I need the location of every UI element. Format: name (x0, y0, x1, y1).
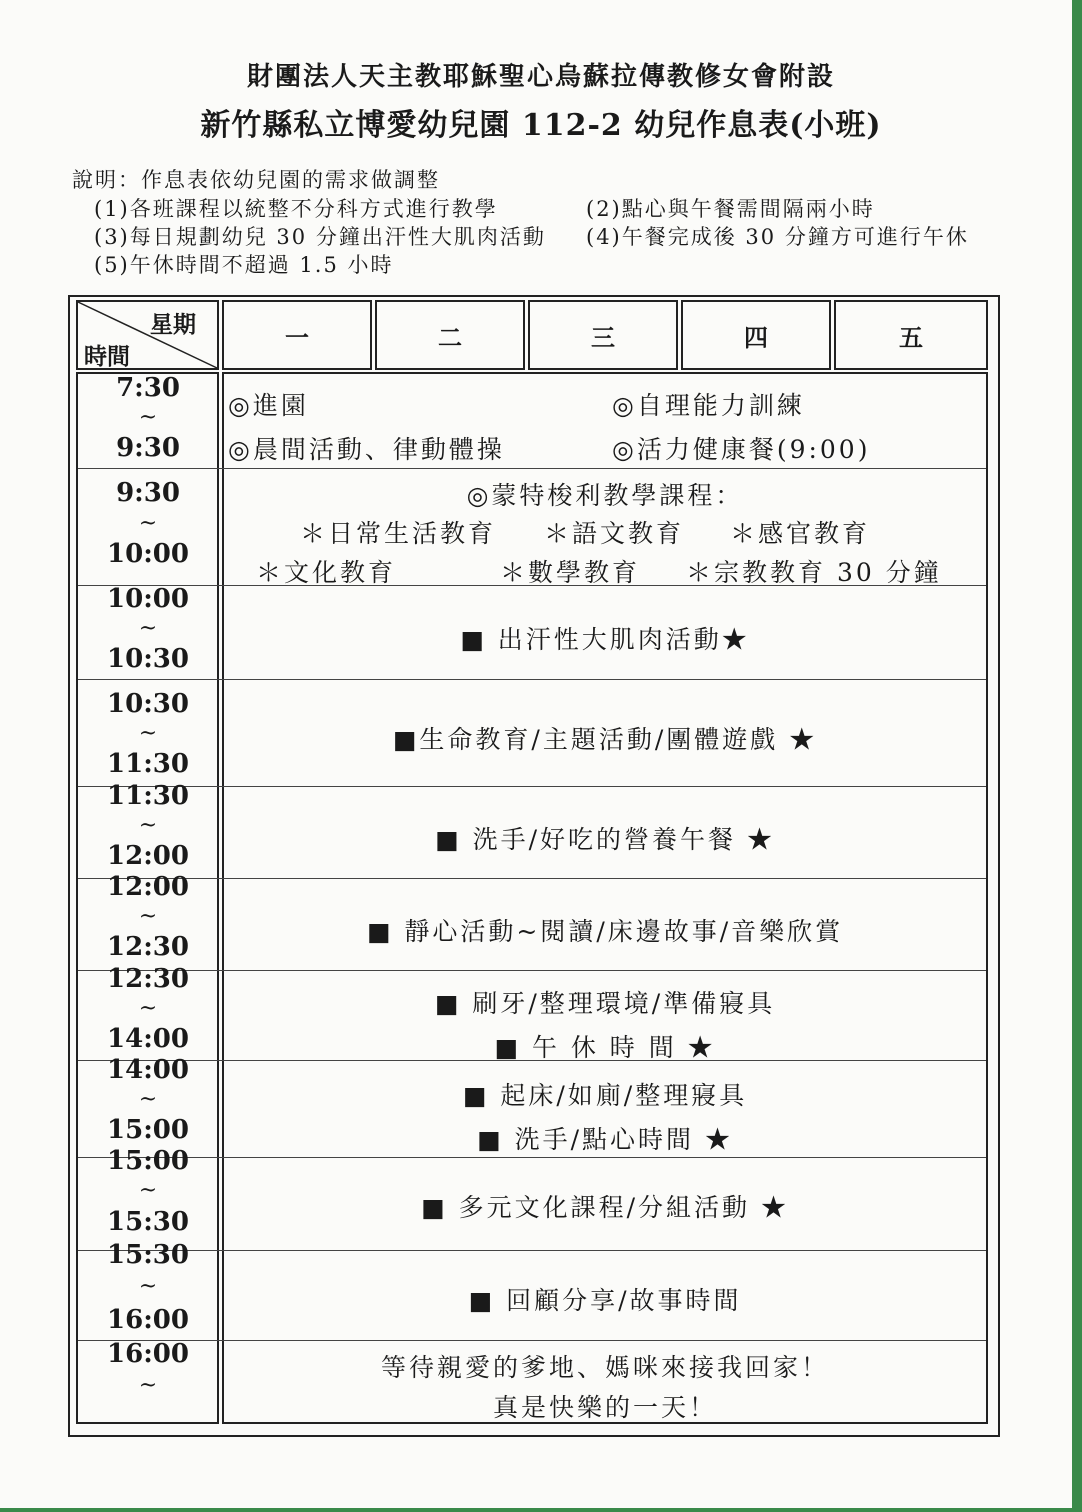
activity-arrival: ◎進園 (228, 391, 309, 420)
time-end: 14:00 (107, 1024, 189, 1054)
activity-snack: ■ 洗手/點心時間 ★ (477, 1125, 733, 1154)
time-end: 15:30 (107, 1207, 189, 1237)
activity-montessori-title: ◎蒙特梭利教學課程： (466, 481, 744, 510)
time-tilde: ~ (138, 1274, 158, 1299)
time-tilde: ~ (138, 1178, 158, 1203)
row-divider (78, 468, 986, 469)
time-end: 15:00 (107, 1115, 189, 1145)
time-tilde: ~ (138, 1373, 158, 1398)
time-start: 16:00 (107, 1339, 189, 1369)
row-divider (78, 679, 986, 680)
activity-breakfast: ◎活力健康餐(9:00) (612, 435, 871, 464)
activity-multicultural: ■ 多元文化課程/分組活動 ★ (421, 1193, 789, 1222)
activity-religion: ＊宗教教育 30 分鐘 (686, 558, 942, 587)
time-start: 10:00 (107, 584, 189, 614)
time-tilde: ~ (138, 1087, 158, 1112)
time-start: 10:30 (107, 689, 189, 719)
time-start: 12:00 (107, 872, 189, 902)
time-tilde: ~ (138, 904, 158, 929)
time-end: 16:00 (107, 1305, 189, 1335)
activity-gross-motor: ■ 出汗性大肌肉活動★ (460, 625, 750, 654)
activity-prepare-nap: ■ 刷牙/整理環境/準備寢具 (434, 989, 776, 1018)
org-name: 財團法人天主教耶穌聖心烏蘇拉傳教修女會附設 (246, 62, 835, 92)
day-header-fri: 五 (834, 300, 988, 370)
activity-morning-exercise: ◎晨間活動、律動體操 (228, 435, 505, 464)
day-header-wed: 三 (528, 300, 678, 370)
time-start: 12:30 (107, 964, 189, 994)
activity-self-care: ◎自理能力訓練 (612, 391, 805, 420)
activity-life-education: ■生命教育/主題活動/團體遊戲 ★ (392, 725, 818, 754)
time-start: 14:00 (107, 1055, 189, 1085)
corner-label-day: 星期 (150, 311, 196, 338)
note-3: (3)每日規劃幼兒 30 分鐘出汗性大肌肉活動 (94, 225, 546, 249)
day-header-tue: 二 (375, 300, 525, 370)
time-end: 9:30 (116, 433, 180, 463)
activity-pickup: 等待親愛的爹地、媽咪來接我回家！ (380, 1353, 829, 1382)
time-end: 11:30 (107, 749, 189, 779)
time-start: 15:00 (107, 1146, 189, 1176)
time-start: 9:30 (116, 478, 180, 508)
note-2: (2)點心與午餐需間隔兩小時 (586, 197, 875, 221)
time-tilde: ~ (138, 721, 158, 746)
time-end: 10:00 (107, 539, 189, 569)
activity-happy-day: 真是快樂的一天！ (492, 1393, 717, 1422)
activity-lunch: ■ 洗手/好吃的營養午餐 ★ (435, 825, 775, 854)
note-intro: 說明：作息表依幼兒園的需求做調整 (72, 168, 440, 192)
note-5: (5)午休時間不超過 1.5 小時 (94, 253, 394, 277)
activity-practical-life: ＊日常生活教育 (300, 519, 497, 548)
time-start: 7:30 (116, 373, 180, 403)
time-start: 11:30 (107, 781, 189, 811)
note-1: (1)各班課程以統整不分科方式進行教學 (94, 197, 498, 221)
activity-wake-up: ■ 起床/如廁/整理寢具 (462, 1081, 748, 1110)
activity-review-story: ■ 回顧分享/故事時間 (468, 1286, 742, 1315)
activity-language: ＊語文教育 (544, 519, 685, 548)
time-end: 12:00 (107, 841, 189, 871)
time-tilde: ~ (138, 813, 158, 838)
time-start: 15:30 (107, 1240, 189, 1270)
activity-sensorial: ＊感官教育 (730, 519, 871, 548)
activity-quiet-time: ■ 靜心活動~閱讀/床邊故事/音樂欣賞 (366, 917, 844, 946)
time-tilde: ~ (138, 616, 158, 641)
day-header-mon: 一 (222, 300, 372, 370)
note-4: (4)午餐完成後 30 分鐘方可進行午休 (586, 225, 969, 249)
day-header-thu: 四 (681, 300, 831, 370)
activity-nap: ■ 午 休 時 間 ★ (494, 1033, 716, 1062)
corner-label-time: 時間 (84, 343, 130, 370)
time-tilde: ~ (138, 996, 158, 1021)
time-tilde: ~ (138, 405, 158, 430)
time-end: 10:30 (107, 644, 189, 674)
activity-culture: ＊文化教育 (256, 558, 397, 587)
activity-math: ＊數學教育 (500, 558, 641, 587)
time-tilde: ~ (138, 511, 158, 536)
page-title: 新竹縣私立博愛幼兒園 112-2 幼兒作息表(小班) (200, 108, 882, 143)
time-end: 12:30 (107, 932, 189, 962)
